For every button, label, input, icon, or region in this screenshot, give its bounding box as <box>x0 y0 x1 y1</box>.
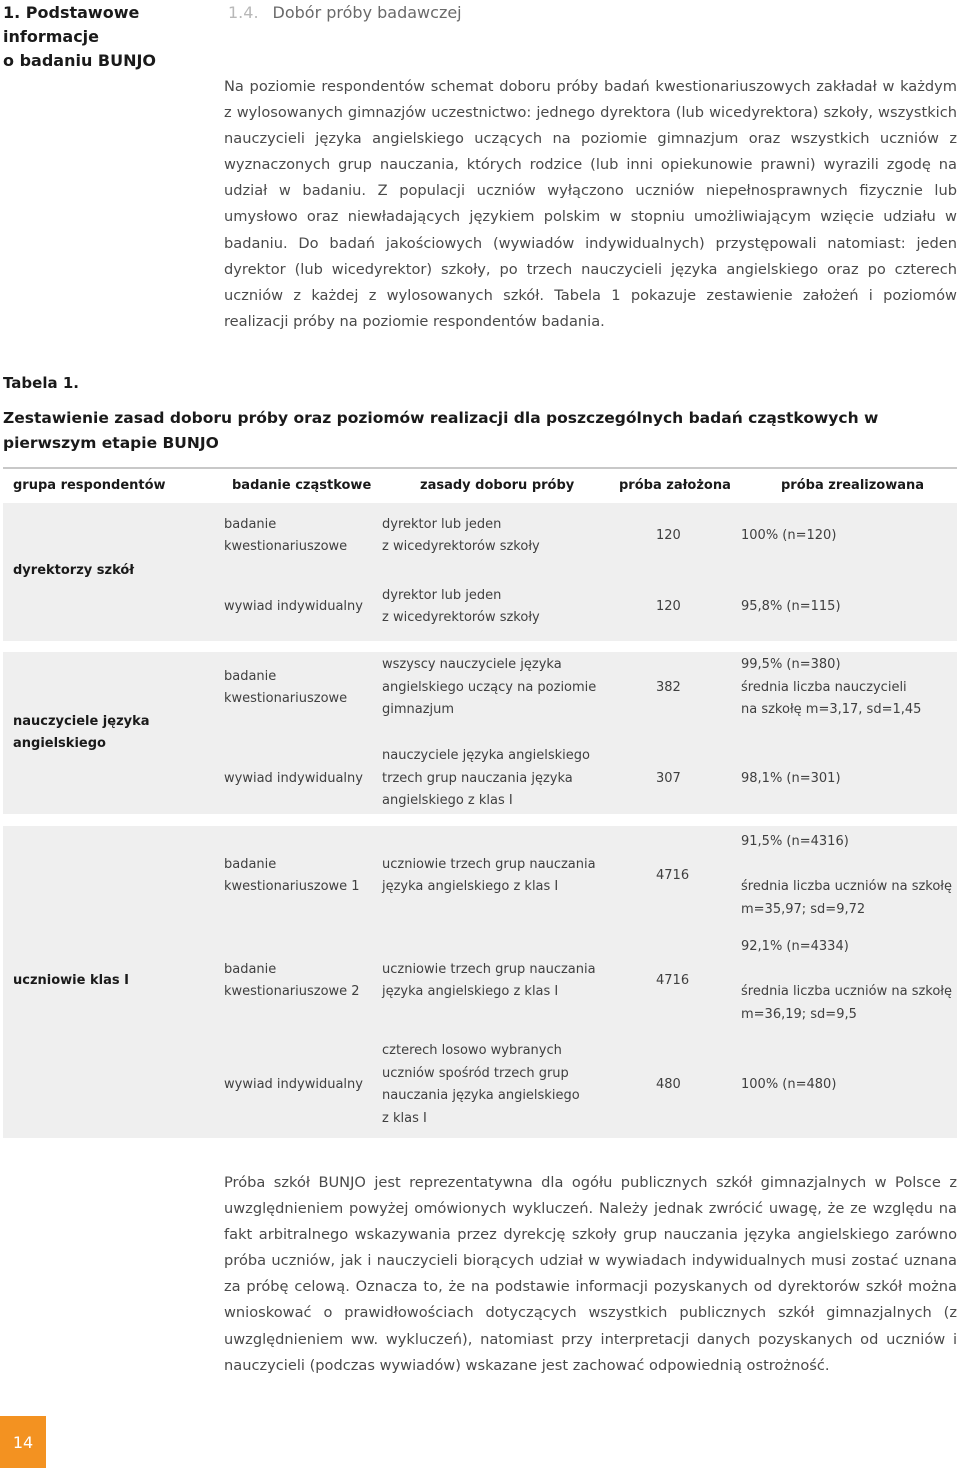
table-cell-planned: 120 <box>656 598 681 614</box>
table-cell-rule: wszyscy nauczyciele języka angielskiego uczący na poziomie gimnazjum <box>382 657 597 718</box>
subsection-title: Dobór próby badawczej <box>272 3 462 22</box>
outro-text: Próba szkół BUNJO jest reprezentatywna dla ogółu publicznych szkół gimnazjalnych w Polsce z uwzględnieniem powyżej omówionych wykluczeń. Należy jednak zwrócić uwagę, że ze względu na fakt arbitralnego wskazywania przez dyrekcję szkoły grup nauczania języka angielskiego zarówno próba uczniów, jak i nauczycieli biorących udział w wywiadach indywidualnych musi zostać uznana za próbę celową. Oznacza to, że na podstawie informacji pozyskanych od dyrektorów szkół można wnioskować o prawidłowościach dotyczących wszystkich publicznych szkół gimnazjalnych (z uwzględnieniem ww. wykluczeń), natomiast przy interpretacji danych pozyskanych od uczniów i nauczycieli (podczas wywiadów) wskazane jest zachować odpowiednią ostrożność. <box>224 1174 957 1374</box>
table-group-label: nauczyciele języka angielskiego <box>13 713 150 751</box>
table-cell-planned: 4716 <box>656 972 690 988</box>
table-cell-rule: dyrektor lub jeden z wicedyrektorów szkoły <box>382 516 540 554</box>
table-cell-study: badanie kwestionariuszowe 1 <box>224 856 360 894</box>
section-heading-line2: o badaniu BUNJO <box>3 51 157 70</box>
table-cell-realized: 92,1% (n=4334) średnia liczba uczniów na szkołę m=36,19; sd=9,5 <box>741 939 953 1022</box>
table-cell-study: badanie kwestionariuszowe <box>224 668 348 706</box>
table-cell-realized: 100% (n=480) <box>741 1076 837 1092</box>
table-cell-realized: 95,8% (n=115) <box>741 598 841 614</box>
table-cell-study: badanie kwestionariuszowe 2 <box>224 961 360 999</box>
table-cell-rule: dyrektor lub jeden z wicedyrektorów szkoły <box>382 587 540 625</box>
table-cell-planned: 480 <box>656 1076 681 1092</box>
table-cell-planned: 307 <box>656 770 681 786</box>
table-cell-realized: 98,1% (n=301) <box>741 770 841 786</box>
header-study: badanie cząstkowe <box>232 478 372 493</box>
intro-text: Na poziomie respondentów schemat doboru próby badań kwestionariuszowych zakładał w każdym z wylosowanych gimnazjów uczestnictwo: jednego dyrektora (lub wicedyrektora) szkoły, wszystkich nauczycieli języka angielskiego uczących na poziomie gimnazjum oraz wszystkich uczniów z wyznaczonych grup nauczania, których rodzice (lub inni opiekunowie prawni) wyrazili zgodę na udział w badaniu. Z populacji uczniów wyłączono uczniów niepełnosprawnych fizycznie lub umysłowo oraz niewładających językiem polskim w stopniu umożliwiającym wzięcie udziału w badaniu. Do badań jakościowych (wywiadów indywidualnych) przystępowali natomiast: jeden dyrektor (lub wicedyrektor) szkoły, po trzech nauczycieli języka angielskiego oraz po czterech uczniów z każdej z wylosowanych szkół. Tabela 1 pokazuje zestawienie założeń i poziomów realizacji próby na poziomie respondentów badania. <box>224 78 957 330</box>
table-group-label: uczniowie klas I <box>13 972 129 988</box>
table-cell-study: badanie kwestionariuszowe <box>224 516 348 554</box>
header-realized: próba zrealizowana <box>781 478 925 493</box>
table-cell-realized: 91,5% (n=4316) średnia liczba uczniów na szkołę m=35,97; sd=9,72 <box>741 834 953 917</box>
table-label: Tabela 1. <box>3 374 79 392</box>
table-cell-study: wywiad indywidualny <box>224 1076 363 1092</box>
table-title: Zestawienie zasad doboru próby oraz poziomów realizacji dla poszczególnych badań cząstkowych w pierwszym etapie BUNJO <box>3 409 879 452</box>
table-cell-rule: czterech losowo wybranych uczniów spośród trzech grup nauczania języka angielskiego z klas I <box>382 1043 580 1126</box>
header-rule: zasady doboru próby <box>420 478 575 493</box>
table-cell-rule: uczniowie trzech grup nauczania języka angielskiego z klas I <box>382 961 596 999</box>
table-header-row <box>3 467 957 504</box>
header-group: grupa respondentów <box>13 478 166 493</box>
table-cell-planned: 4716 <box>656 867 690 883</box>
table-cell-realized: 99,5% (n=380) średnia liczba nauczycieli na szkołę m=3,17, sd=1,45 <box>741 657 922 718</box>
subsection-number: 1.4. <box>228 3 259 22</box>
table-group-label: dyrektorzy szkół <box>13 562 135 578</box>
table-cell-planned: 120 <box>656 527 681 543</box>
outro-paragraph <box>224 1170 957 1379</box>
header-planned: próba założona <box>619 478 731 493</box>
intro-paragraph <box>224 74 957 335</box>
section-heading <box>3 1 228 73</box>
table-cell-study: wywiad indywidualny <box>224 598 363 614</box>
table-cell-rule: nauczyciele języka angielskiego trzech grup nauczania języka angielskiego z klas I <box>382 748 590 809</box>
table-cell-study: wywiad indywidualny <box>224 770 363 786</box>
table-cell-planned: 382 <box>656 679 681 695</box>
section-heading-line1: 1. Podstawowe informacje <box>3 3 140 46</box>
subsection-heading <box>228 1 462 25</box>
table-cell-realized: 100% (n=120) <box>741 527 837 543</box>
table-cell-rule: uczniowie trzech grup nauczania języka angielskiego z klas I <box>382 856 596 894</box>
page-number: 14 <box>0 1416 46 1468</box>
